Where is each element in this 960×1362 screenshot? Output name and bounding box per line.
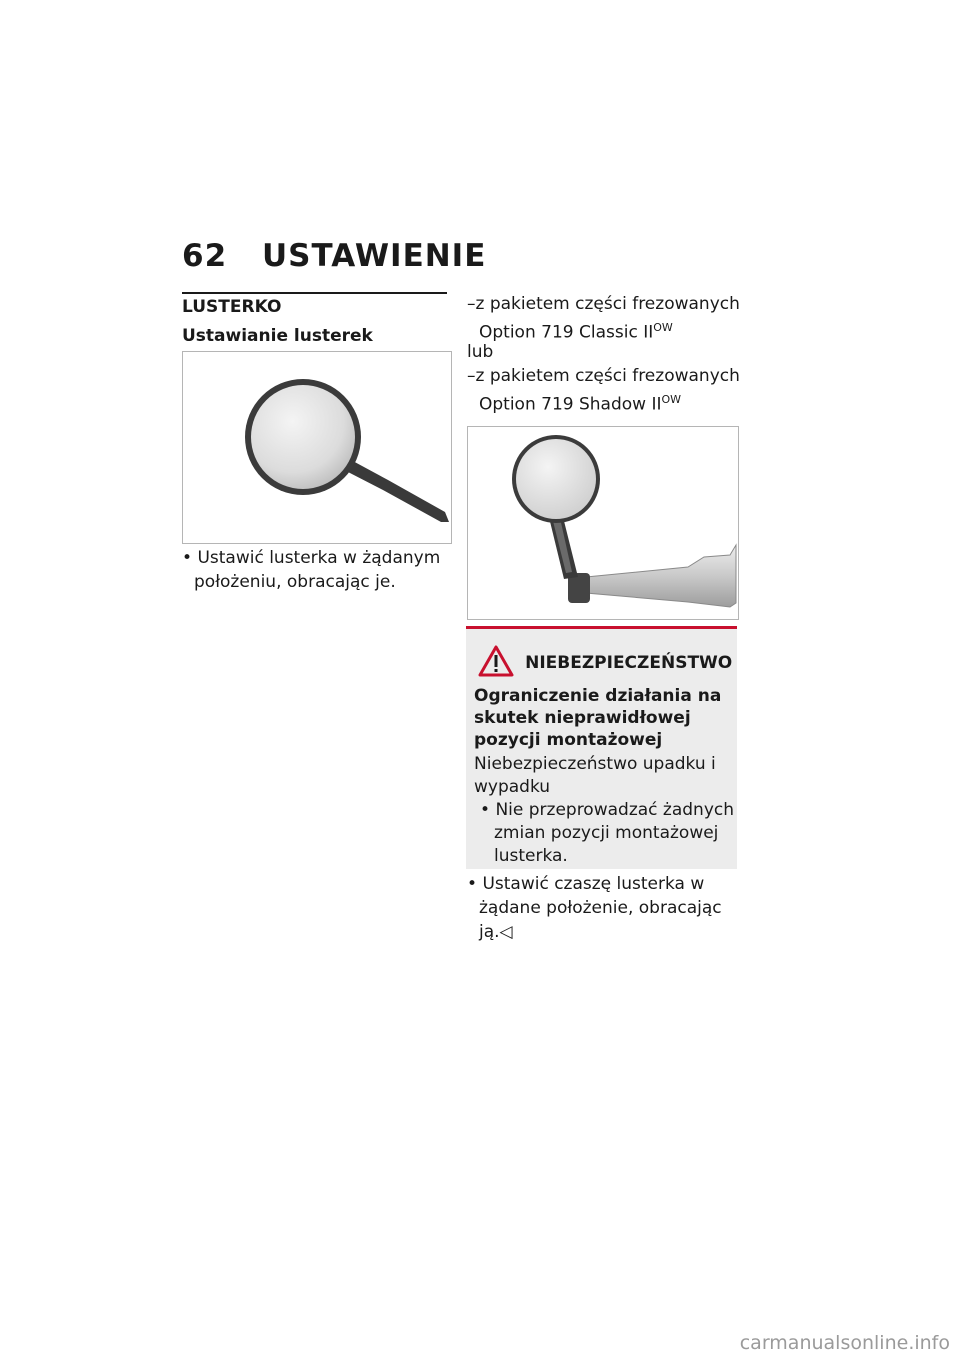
step-bullet: • — [182, 548, 193, 568]
page-number: 62 — [182, 238, 228, 274]
step-text: Ustawić czaszę lusterka w żądane położenie, obracając ją. — [479, 874, 722, 942]
step-bullet: • — [467, 874, 478, 894]
option-classic-sup: OW — [653, 321, 673, 334]
warning-heading: Ograniczenie działania na skutek nieprawidłowej pozycji montażowej — [474, 686, 722, 750]
option-dash: – — [467, 366, 476, 386]
warning-box — [466, 626, 737, 869]
section-rule — [182, 292, 447, 294]
warning-action: Nie przeprowadzać żadnych zmian pozycji montażowej lusterka. — [494, 800, 735, 866]
option-item-classic — [467, 292, 754, 345]
warning-bullet: • — [480, 800, 491, 820]
warning-body — [474, 753, 736, 868]
option-connector: lub — [467, 342, 494, 362]
bar-end-mirror-illustration — [468, 427, 738, 619]
warning-triangle-icon — [478, 645, 514, 681]
watermark: carmanualsonline.info — [739, 1332, 950, 1354]
section-title: LUSTERKO — [182, 297, 282, 317]
option-dash: – — [467, 294, 476, 314]
option-shadow-text: z pakietem części frezowanych Option 719 Shadow II — [475, 366, 740, 415]
chapter-title: USTAWIENIE — [262, 238, 487, 274]
round-mirror-illustration — [183, 352, 451, 543]
option-classic-text: z pakietem części frezowanych Option 719 Classic II — [475, 294, 740, 343]
left-step — [182, 546, 464, 594]
warning-title: NIEBEZPIECZEŃSTWO — [525, 653, 733, 673]
option-item-shadow — [467, 364, 754, 417]
round-mirror-image — [182, 351, 452, 544]
warning-consequence: Niebezpieczeństwo upadku i wypadku — [474, 754, 716, 797]
warning-action-item — [474, 799, 736, 868]
warning-title-row — [478, 645, 732, 681]
section-subtitle: Ustawianie lusterek — [182, 326, 373, 346]
end-mark-icon: ◁ — [499, 922, 513, 942]
step-text: Ustawić lusterka w żądanym położeniu, obracając je. — [194, 548, 441, 592]
page-header — [182, 238, 486, 274]
right-step — [467, 872, 759, 944]
option-shadow-sup: OW — [661, 393, 682, 406]
bar-end-mirror-image — [467, 426, 739, 620]
